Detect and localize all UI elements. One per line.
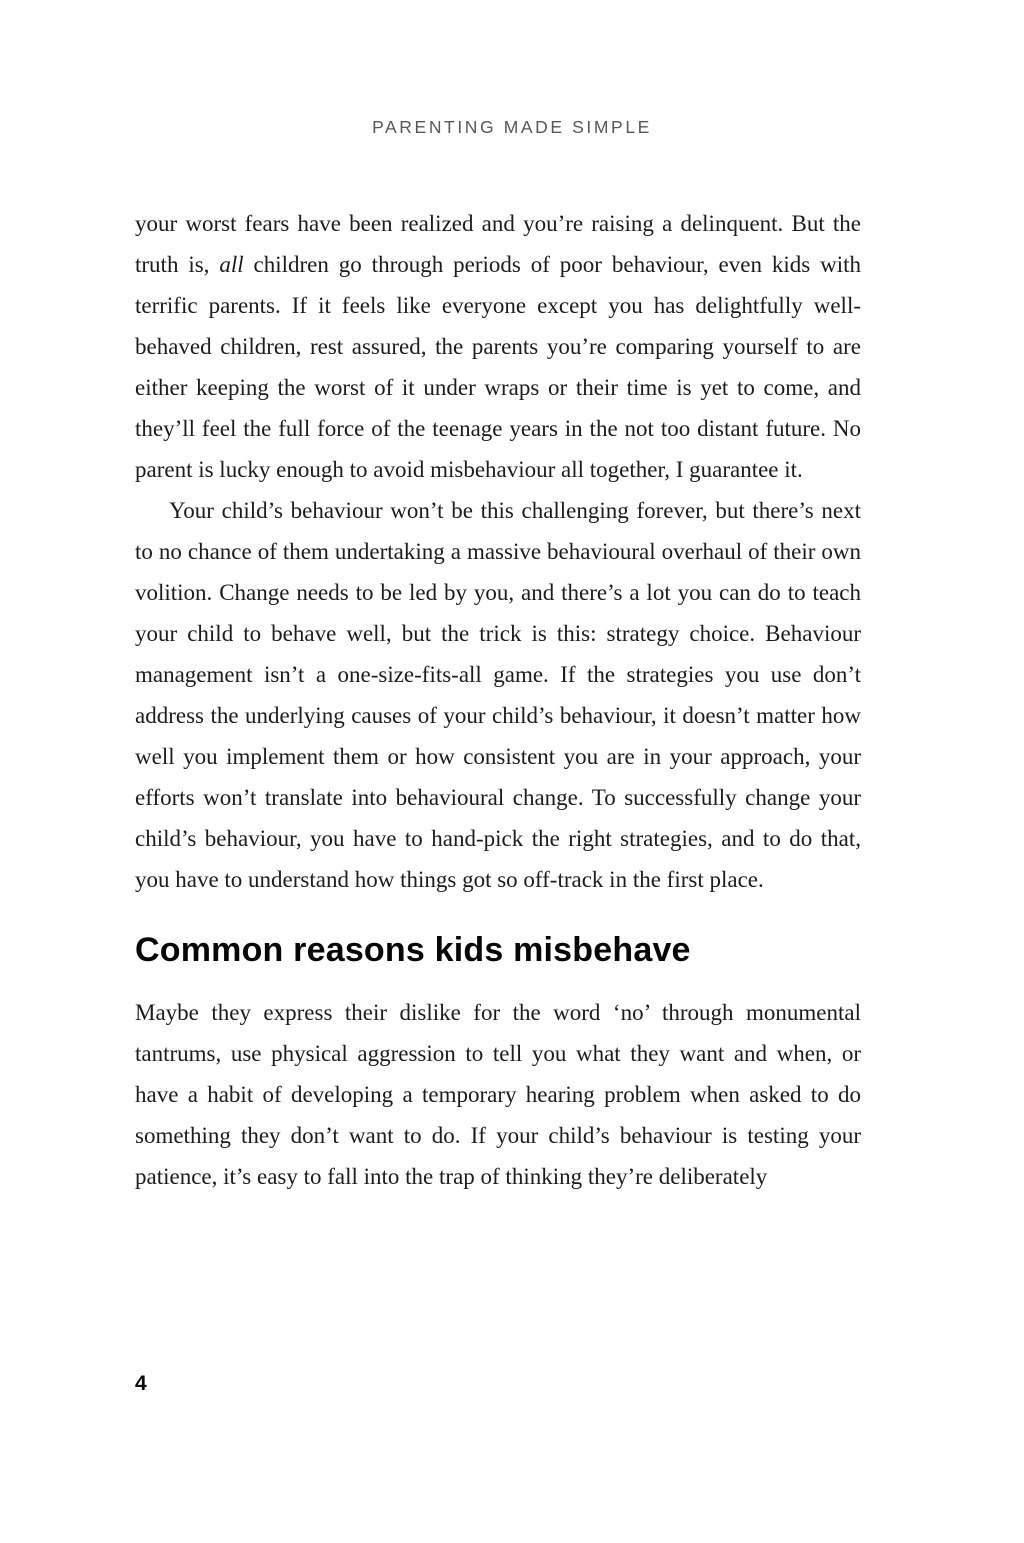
italic-word: all — [219, 252, 244, 277]
text-block — [135, 203, 861, 1197]
section-heading: Common reasons kids misbehave — [135, 931, 691, 969]
running-header: PARENTING MADE SIMPLE — [372, 117, 652, 137]
paragraph — [135, 203, 861, 490]
paragraph-text: your worst fears have been realized and you’re raising a delinquent. But the truth is, — [135, 211, 861, 277]
paragraph: Maybe they express their dislike for the word ‘no’ through monumental tantrums, use physical aggression to tell you what they want and when, or have a habit of developing a temporary hearing problem when asked to do something they don’t want to do. If your child’s behaviour is testing your patience, it’s easy to fall into the trap of thinking they’re deliberately — [135, 1000, 861, 1189]
paragraph-text: children go through periods of poor behaviour, even kids with terrific parents. If it feels like everyone except you has delightfully well-behaved children, rest assured, the parents you’re comparing yourself to are either keeping the worst of it under wraps or their time is yet to come, and they’ll feel the full force of the teenage years in the not too distant future. No parent is lucky enough to avoid misbehaviour all together, I guarantee it. — [135, 252, 861, 482]
page-number: 4 — [135, 1372, 147, 1395]
paragraph: Your child’s behaviour won’t be this challenging forever, but there’s next to no chance of them undertaking a massive behavioural overhaul of their own volition. Change needs to be led by you, and there’s a lot you can do to teach your child to behave well, but the trick is this: strategy choice. Behaviour management isn’t a one-size-fits-all game. If the strategies you use don’t address the underlying causes of your child’s behaviour, it doesn’t matter how well you implement them or how consistent you are in your approach, your efforts won’t translate into behavioural change. To successfully change your child’s behaviour, you have to hand-pick the right strategies, and to do that, you have to understand how things got so off-track in the first place. — [135, 498, 861, 892]
